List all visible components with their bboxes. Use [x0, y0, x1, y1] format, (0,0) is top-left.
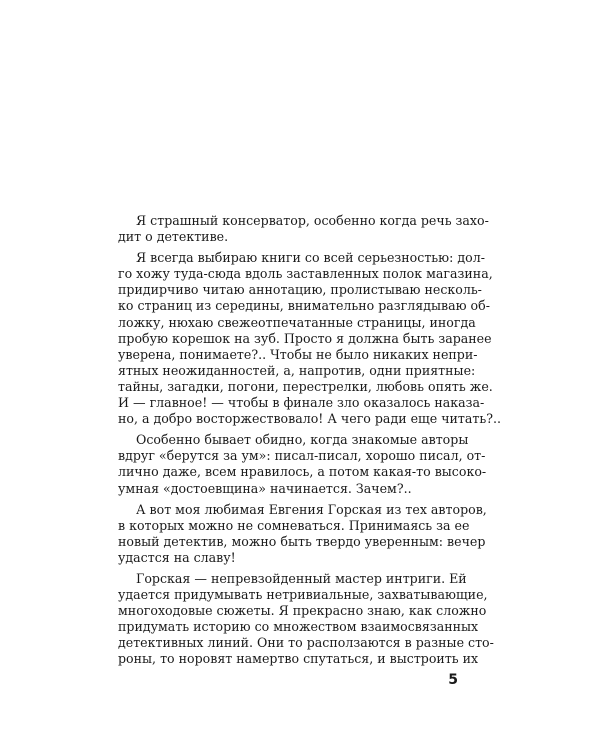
text-line: многоходовые сюжеты. Я прекрасно знаю, как сложно — [118, 603, 487, 619]
text-line: удастся на славу! — [118, 549, 236, 565]
text-line: пробую корешок на зуб. Просто я должна быть заранее — [118, 330, 492, 346]
paragraph-1 — [118, 213, 489, 245]
text-line: в которых можно не сомневаться. Принимаясь за ее — [118, 517, 470, 533]
text-line: ко страниц из середины, внимательно разглядываю об- — [118, 298, 490, 314]
text-line: придирчиво читаю аннотацию, пролистываю несколь- — [118, 282, 482, 298]
text-line: детективных линий. Они то расползаются в разные сто- — [118, 635, 494, 651]
text-line: роны, то норовят намертво спутаться, и выстроить их — [118, 651, 479, 667]
text-line: удается придумывать нетривиальные, захватывающие, — [118, 587, 488, 603]
text-line: новый детектив, можно быть твердо уверенным: вечер — [118, 533, 486, 549]
text-line: тайны, загадки, погони, перестрелки, любовь опять же. — [118, 378, 493, 394]
paragraph-4 — [118, 501, 487, 566]
paragraph-2 — [118, 250, 501, 427]
text-line: ятных неожиданностей, а, напротив, одни приятные: — [118, 362, 476, 378]
text-line: И — главное! — чтобы в финале зло оказалось наказа- — [118, 395, 485, 411]
text-line: дит о детективе. — [118, 229, 229, 245]
page-number: 5 — [448, 672, 458, 688]
text-line: ложку, нюхаю свежеотпечатанные страницы, иногда — [118, 314, 476, 330]
text-line: Особенно бывает обидно, когда знакомые авторы — [136, 432, 469, 448]
text-line: уверена, понимаете?.. Чтобы не было никаких непри- — [118, 346, 478, 362]
paragraph-3 — [118, 432, 487, 496]
text-line: го хожу туда-сюда вдоль заставленных полок магазина, — [118, 266, 493, 282]
text-line: А вот моя любимая Евгения Горская из тех авторов, — [136, 501, 487, 517]
text-line: умная «достоевщина» начинается. Зачем?.. — [118, 480, 412, 496]
text-line: придумать историю со множеством взаимосвязанных — [118, 619, 479, 635]
paragraph-5 — [118, 570, 494, 668]
text-line: но, а добро восторжествовало! А чего ради еще читать?.. — [118, 411, 501, 427]
body-text — [118, 213, 501, 668]
text-line: лично даже, всем нравилось, а потом какая-то высоко- — [118, 464, 487, 480]
text-line: вдруг «берутся за ум»: писал-писал, хорошо писал, от- — [118, 448, 486, 464]
text-line: Я страшный консерватор, особенно когда речь захо- — [136, 213, 489, 228]
text-line: Горская — непревзойденный мастер интриги. Ей — [136, 570, 467, 586]
text-line: Я всегда выбираю книги со всей серьезностью: дол- — [136, 250, 485, 266]
